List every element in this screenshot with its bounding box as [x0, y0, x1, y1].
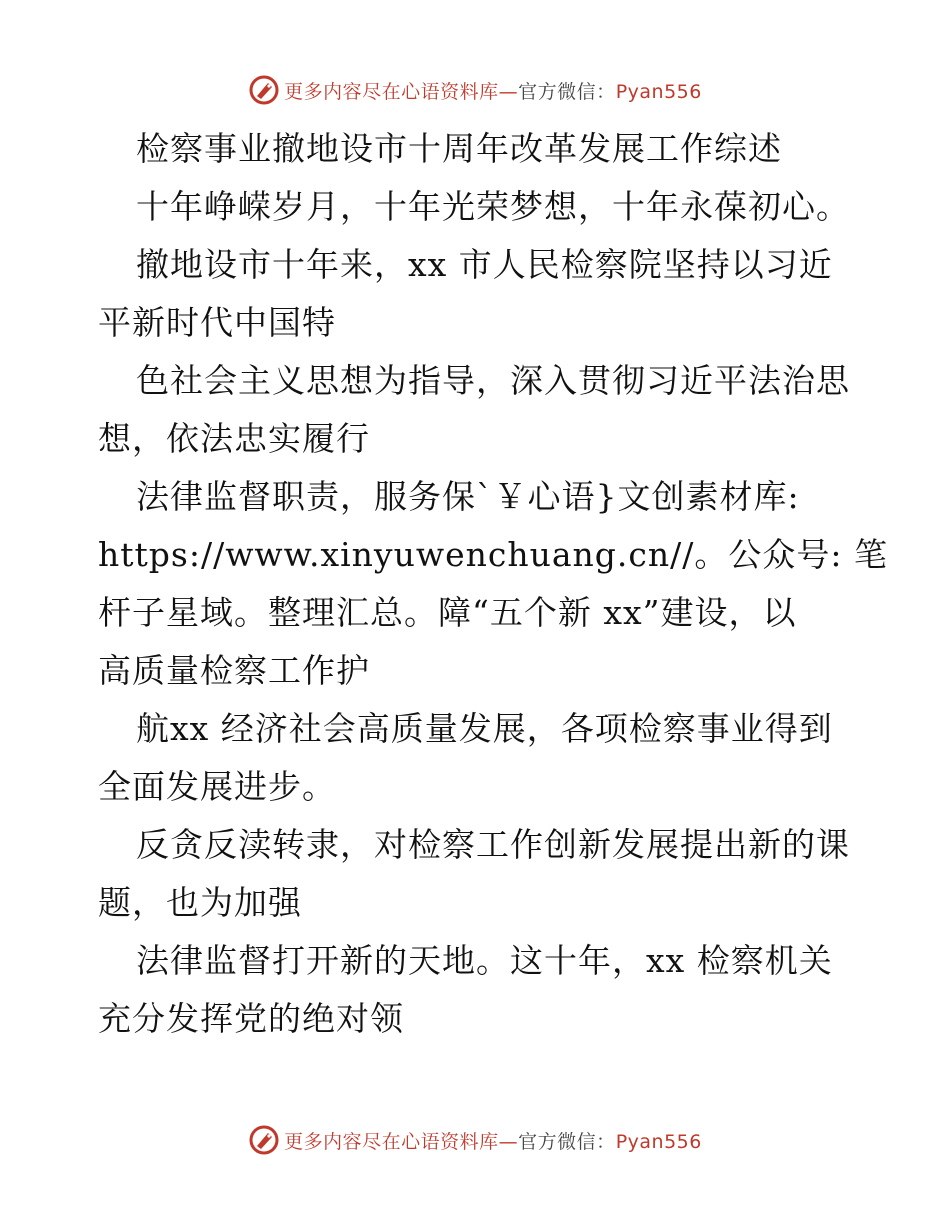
paragraph-line: 平新时代中国特 — [98, 303, 336, 342]
document-body — [98, 120, 888, 1048]
paragraph-line: 法律监督打开新的天地。这十年，xx 检察机关 — [136, 941, 833, 980]
paragraph-line: 高质量检察工作护 — [98, 651, 370, 690]
pen-nib-logo-icon — [248, 1124, 280, 1156]
document-title: 检察事业撤地设市十周年改革发展工作综述 — [136, 129, 782, 168]
paragraph-line: 想，依法忠实履行 — [98, 419, 370, 458]
pen-nib-logo-icon — [248, 74, 280, 106]
paragraph-line: 反贪反渎转隶，对检察工作创新发展提出新的课 — [136, 825, 850, 864]
header-banner — [0, 70, 950, 110]
paragraph-line: 撤地设市十年来，xx 市人民检察院坚持以习近 — [136, 245, 833, 284]
paragraph-line: 航xx 经济社会高质量发展，各项检察事业得到 — [136, 709, 833, 748]
banner-wechat-label: 官方微信： — [518, 1130, 616, 1153]
banner-text — [284, 1127, 702, 1154]
paragraph-line: https://www.xinyuwenchuang.cn//。公众号: 笔 — [98, 535, 888, 574]
paragraph-line: 杆子星域。整理汇总。障“五个新 xx”建设，以 — [98, 593, 797, 632]
banner-wechat-label: 官方微信： — [518, 80, 616, 103]
banner-site-text: 更多内容尽在心语资料库— — [284, 80, 519, 103]
paragraph-line: 全面发展进步。 — [98, 767, 336, 806]
paragraph-line: 法律监督职责，服务保`￥心语}文创素材库: — [136, 477, 800, 516]
banner-site-text: 更多内容尽在心语资料库— — [284, 1130, 519, 1153]
banner-text — [284, 77, 702, 104]
footer-banner — [0, 1120, 950, 1160]
paragraph-line: 充分发挥党的绝对领 — [98, 999, 404, 1038]
paragraph-line: 十年峥嵘岁月，十年光荣梦想，十年永葆初心。 — [136, 187, 850, 226]
banner-wechat-id: Pyan556 — [615, 80, 702, 103]
banner-wechat-id: Pyan556 — [615, 1130, 702, 1153]
paragraph-line: 色社会主义思想为指导，深入贯彻习近平法治思 — [136, 361, 850, 400]
paragraph-line: 题，也为加强 — [98, 883, 302, 922]
